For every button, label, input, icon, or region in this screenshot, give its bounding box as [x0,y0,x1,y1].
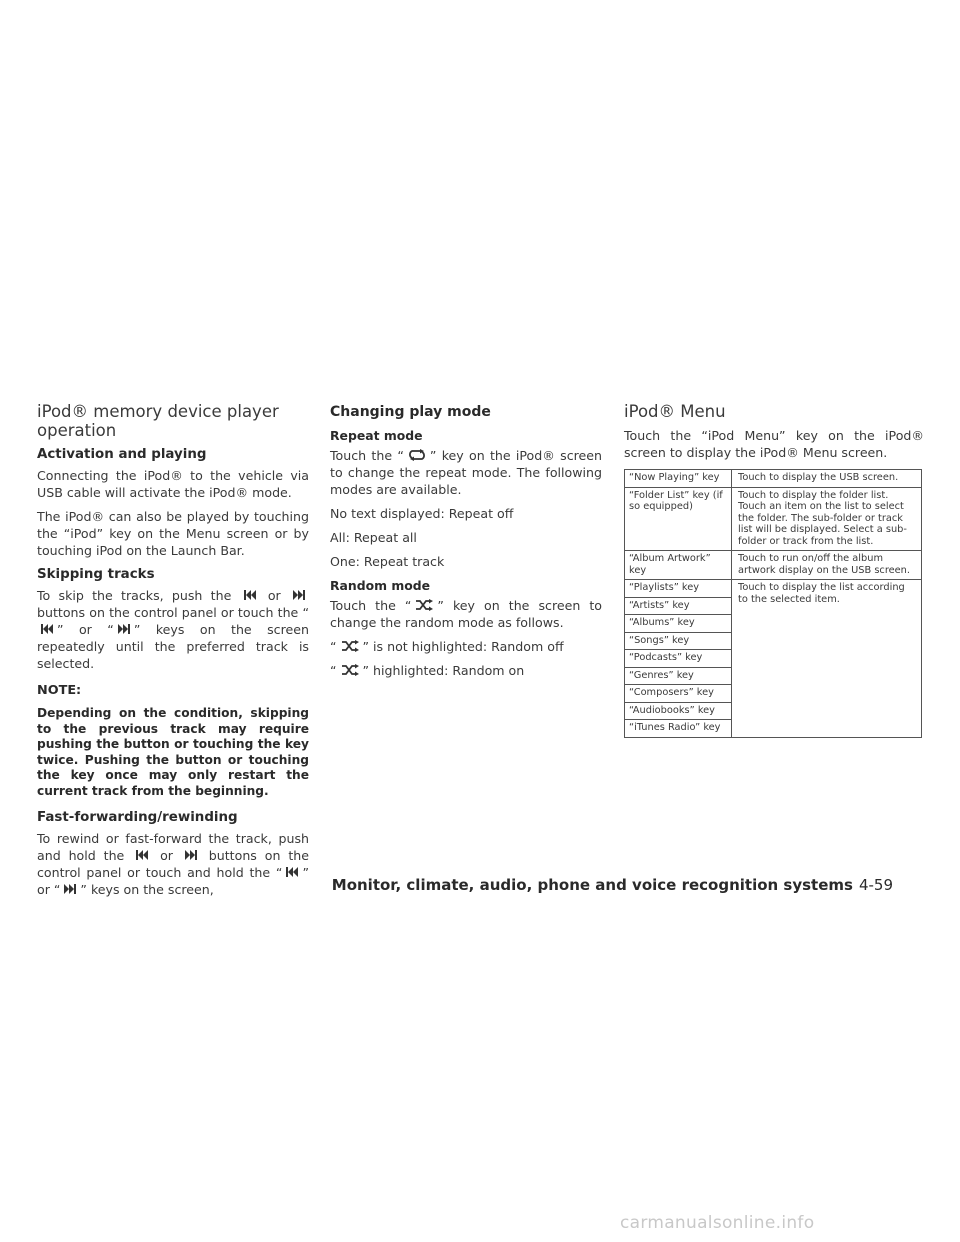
random-option-on [330,662,602,679]
table-cell-key: “Songs” key [625,632,732,650]
text: or [267,588,281,603]
table-cell-key: “Podcasts” key [625,650,732,668]
table-row [625,470,922,488]
table-cell-key: “Artists” key [625,597,732,615]
column-right [624,402,924,738]
text: ” keys on the screen, [80,882,214,897]
watermark: carmanualsonline.info [620,1213,815,1233]
column-middle [330,402,602,686]
paragraph-ipod-menu-intro: Touch the “iPod Menu” key on the iPod® screen to display the iPod® Menu screen. [624,428,924,460]
table-cell-key: “Playlists” key [625,580,732,598]
page-number: 4-59 [858,876,893,894]
shuffle-icon [415,599,433,611]
text: Touch the “ [330,448,404,463]
skip-previous-icon [135,849,149,861]
table-cell-description: Touch to display the folder list. Touch an item on the list to select the folder. The sub-folder or track list will be displayed. Select a sub-folder or track from the list. [732,487,922,551]
shuffle-icon [341,664,359,676]
table-cell-key: “Genres” key [625,667,732,685]
skip-next-icon [292,589,306,601]
heading-fast-forwarding: Fast-forwarding/rewinding [37,810,238,825]
text: ” key on the iPod® screen to change the repeat mode. The following modes are available. [330,448,602,497]
paragraph-activation-2: The iPod® can also be played by touching the “iPod” key on the Menu screen or by touching iPod on the Launch Bar. [37,509,309,558]
table-cell-key: “Audiobooks” key [625,702,732,720]
shuffle-icon [341,640,359,652]
text: To rewind or fast-forward the track, push and hold the [37,831,309,863]
ipod-menu-table [624,469,922,738]
text: To skip the tracks, push the [37,588,232,603]
heading-skipping: Skipping tracks [37,567,155,582]
section-title-ipod-operation: iPod® memory device player operation [37,402,279,440]
table-cell-key: “Albums” key [625,615,732,633]
text: “ [330,639,337,654]
note-body: Depending on the condition, skipping to the previous track may require pushing the button or touching the key twice. Pushing the button or touching the key once may only restart the current track from the beginning. [37,706,309,798]
table-cell-key: “Composers” key [625,685,732,703]
section-title-ipod-menu: iPod® Menu [624,402,726,421]
table-cell-description: Touch to run on/off the album artwork display on the USB screen. [732,551,922,580]
repeat-option-off: No text displayed: Repeat off [330,506,514,521]
skip-next-icon [117,623,131,635]
skip-previous-icon [243,589,257,601]
heading-repeat-mode: Repeat mode [330,428,423,443]
repeat-option-all: All: Repeat all [330,530,417,545]
repeat-icon [408,449,426,461]
text: “ [330,663,337,678]
footer-section-title: Monitor, climate, audio, phone and voice recognition systems [331,876,853,894]
table-row [625,580,922,598]
table-cell-description: Touch to display the list according to the selected item. [732,580,922,738]
paragraph-repeat [330,447,602,498]
page-footer [0,876,893,894]
paragraph-random [330,597,602,631]
note-title: NOTE: [37,683,82,698]
skip-next-icon [184,849,198,861]
table-row [625,551,922,580]
table-cell-key: “Album Artwork” key [625,551,732,580]
heading-changing-play-mode: Changing play mode [330,404,491,420]
table-cell-key: “Folder List” key (if so equipped) [625,487,732,551]
table-cell-key: “Now Playing” key [625,470,732,488]
random-option-off [330,638,602,655]
table-cell-description: Touch to display the USB screen. [732,470,922,488]
text: ” or “ [37,865,309,897]
text: buttons on the control panel or touch and hold the “ [37,848,309,880]
text: or [160,848,173,863]
paragraph-activation-1: Connecting the iPod® to the vehicle via USB cable will activate the iPod® mode. [37,468,309,500]
column-left [37,402,309,905]
text: ” highlighted: Random on [362,663,525,678]
skip-previous-icon [40,623,54,635]
text: Touch the “ [330,598,412,613]
text: ” is not highlighted: Random off [362,639,564,654]
table-row [625,487,922,551]
text: ” key on the screen to change the random mode as follows. [330,598,602,630]
text: ” or “ [57,622,114,637]
text: ” keys on the screen repeatedly until the preferred track is selected. [37,622,309,671]
repeat-option-one: One: Repeat track [330,554,445,569]
paragraph-skipping [37,587,309,672]
heading-activation: Activation and playing [37,447,207,462]
table-cell-key: “iTunes Radio” key [625,720,732,738]
heading-random-mode: Random mode [330,578,431,593]
text: buttons on the control panel or touch the “ [37,605,309,620]
